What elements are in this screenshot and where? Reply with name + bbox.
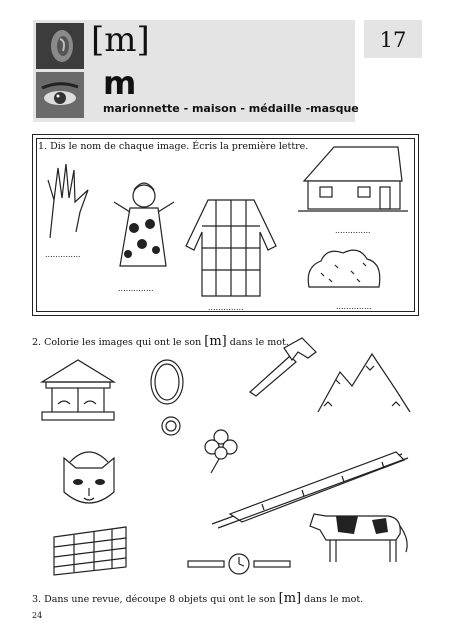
hammer-icon [246, 338, 318, 398]
exercise2-instruction-text: 2. Colorie les images qui ont le son [32, 337, 202, 348]
letter-label: m [103, 64, 137, 102]
exercise2-sound: [m] [204, 334, 227, 349]
jacket-icon [178, 196, 284, 301]
blank-clown[interactable]: .............. [118, 284, 154, 293]
cat-mask-icon [58, 448, 120, 512]
blank-bush[interactable]: .............. [336, 302, 372, 311]
footer-page-number: 24 [32, 611, 43, 620]
hand-icon [40, 160, 100, 240]
bush-icon [305, 243, 383, 291]
exercise2-instruction-end: dans le mot. [229, 337, 289, 348]
blank-jacket[interactable]: .............. [208, 303, 244, 312]
ear-photo [36, 23, 84, 69]
exercise3-instruction-text: 3. Dans une revue, découpe 8 objets qui ont le son [32, 594, 276, 605]
page-number: 17 [364, 20, 422, 58]
clown-puppet-icon [110, 178, 180, 278]
blank-house[interactable]: .............. [335, 226, 371, 235]
brick-wall-icon [50, 527, 130, 577]
exercise3-instruction [32, 591, 363, 606]
example-words: marionnette - maison - médaille -masque [103, 102, 359, 115]
carousel-icon [38, 356, 118, 422]
exercise3-instruction-end: dans le mot. [304, 594, 364, 605]
phoneme-label: [m] [91, 20, 150, 60]
blank-hand[interactable]: .............. [45, 250, 81, 259]
eye-photo [36, 72, 84, 118]
sound-header [33, 20, 359, 122]
watch-icon [186, 554, 292, 574]
eye-icon [36, 72, 84, 118]
house-icon [298, 143, 408, 213]
mountains-icon [318, 350, 410, 416]
exercise1-instruction: 1. Dis le nom de chaque image. Écris la première lettre. [38, 141, 309, 152]
ear-icon [36, 23, 84, 69]
medal-icon [147, 358, 191, 438]
cow-icon [306, 500, 416, 570]
exercise3-sound: [m] [278, 591, 302, 606]
